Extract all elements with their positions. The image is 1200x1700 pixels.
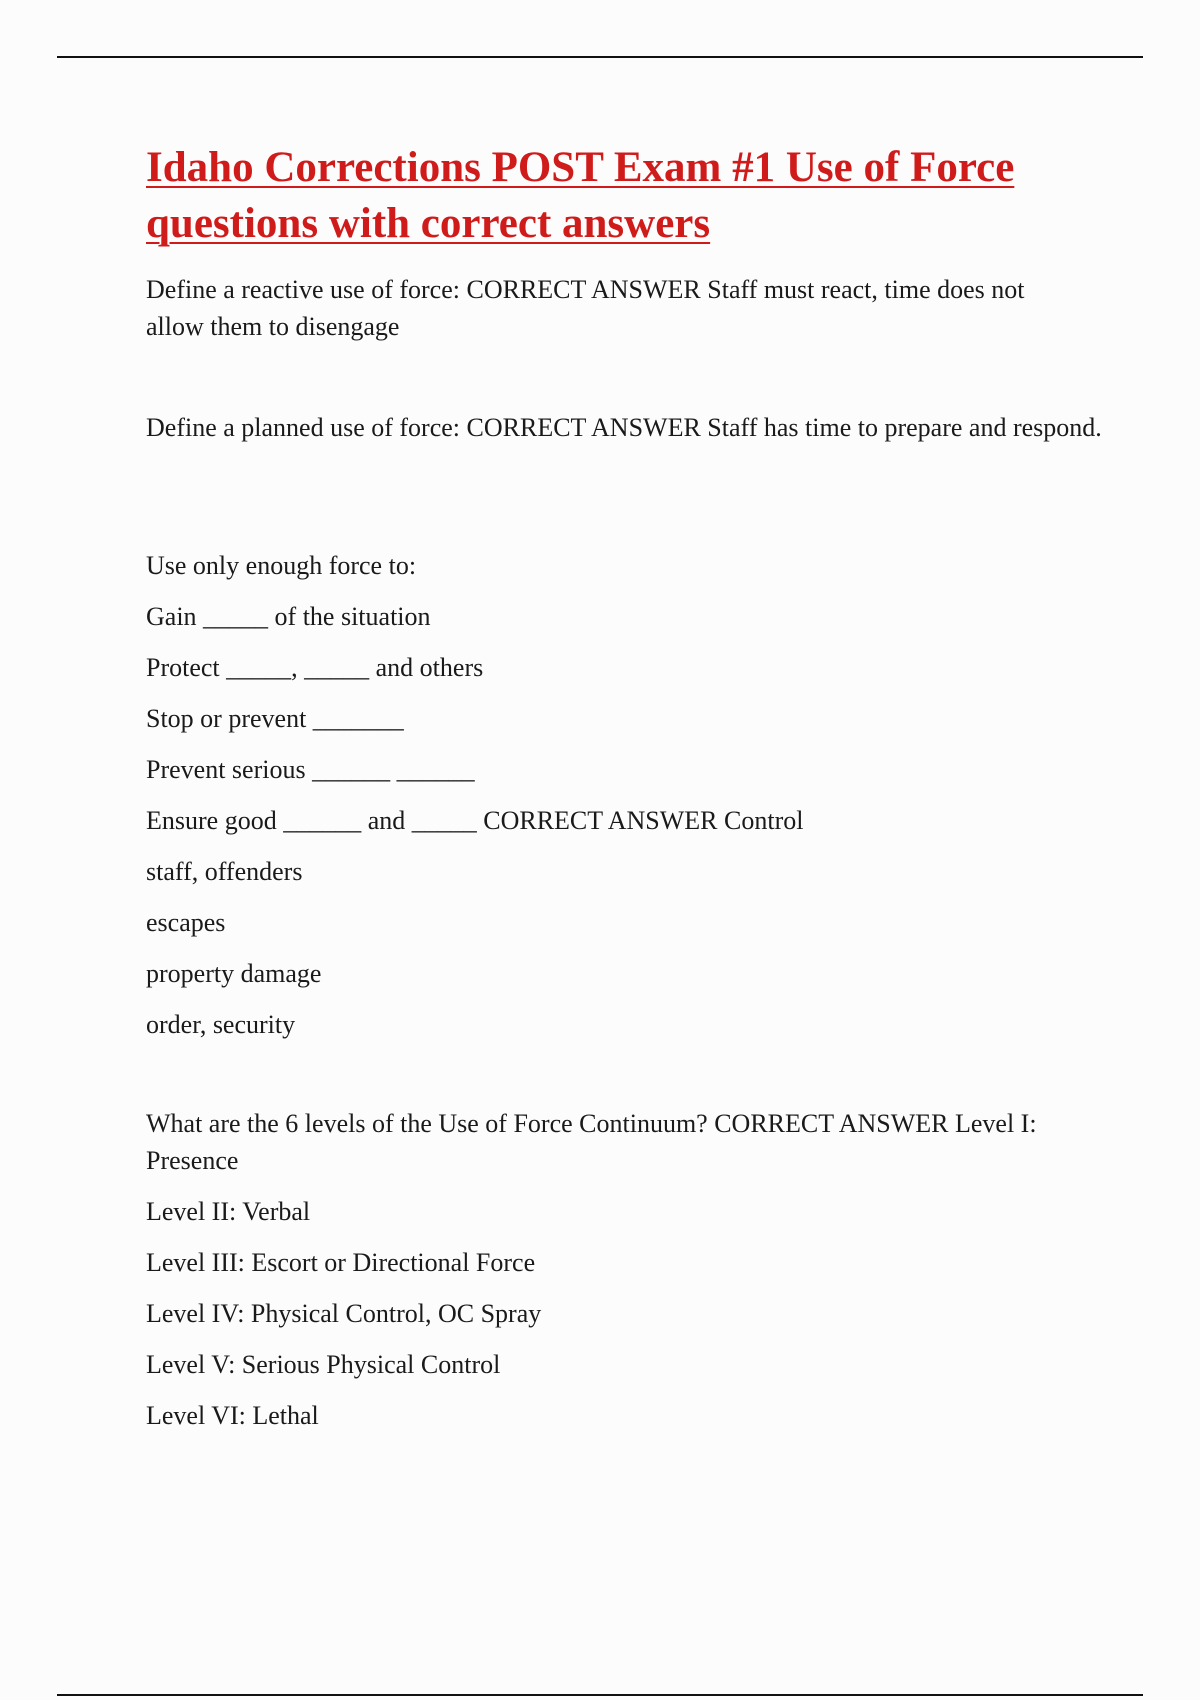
document-title: Idaho Corrections POST Exam #1 Use of Force questions with correct answers <box>146 144 1015 247</box>
document-body <box>146 140 1106 1430</box>
paragraph-line: Ensure good ______ and _____ CORRECT ANSWER Control <box>146 806 804 835</box>
qa-force-continuum <box>146 1105 1046 1434</box>
paragraph-line: Define a planned use of force: CORRECT ANSWER Staff has time to prepare and respond. <box>146 413 1102 442</box>
qa-reactive-force <box>146 271 1086 345</box>
paragraph-line: property damage <box>146 959 322 988</box>
paragraph-line: escapes <box>146 908 226 937</box>
paragraph-line: staff, offenders <box>146 857 303 886</box>
paragraph-line: order, security <box>146 1010 296 1039</box>
qa-planned-force <box>146 409 1106 446</box>
paragraph-line: Level VI: Lethal <box>146 1401 319 1430</box>
bottom-rule <box>57 1694 1143 1696</box>
top-rule <box>57 56 1143 58</box>
paragraph-line: Level II: Verbal <box>146 1197 311 1226</box>
paragraph-line: Define a reactive use of force: CORRECT ANSWER Staff must react, time does not allow them to disengage <box>146 275 1031 341</box>
paragraph-line: Prevent serious ______ ______ <box>146 755 475 784</box>
paragraph-line: Stop or prevent _______ <box>146 704 404 733</box>
qa-enough-force <box>146 547 1106 1043</box>
paragraph-line: Protect _____, _____ and others <box>146 653 484 682</box>
paragraph-line: Level V: Serious Physical Control <box>146 1350 501 1379</box>
paragraph-line: Use only enough force to: <box>146 551 417 580</box>
paragraph-line: Gain _____ of the situation <box>146 602 431 631</box>
paragraph-line: What are the 6 levels of the Use of Force Continuum? CORRECT ANSWER Level I: Presence <box>146 1109 1044 1175</box>
paragraph-line: Level IV: Physical Control, OC Spray <box>146 1299 542 1328</box>
paragraph-line: Level III: Escort or Directional Force <box>146 1248 536 1277</box>
